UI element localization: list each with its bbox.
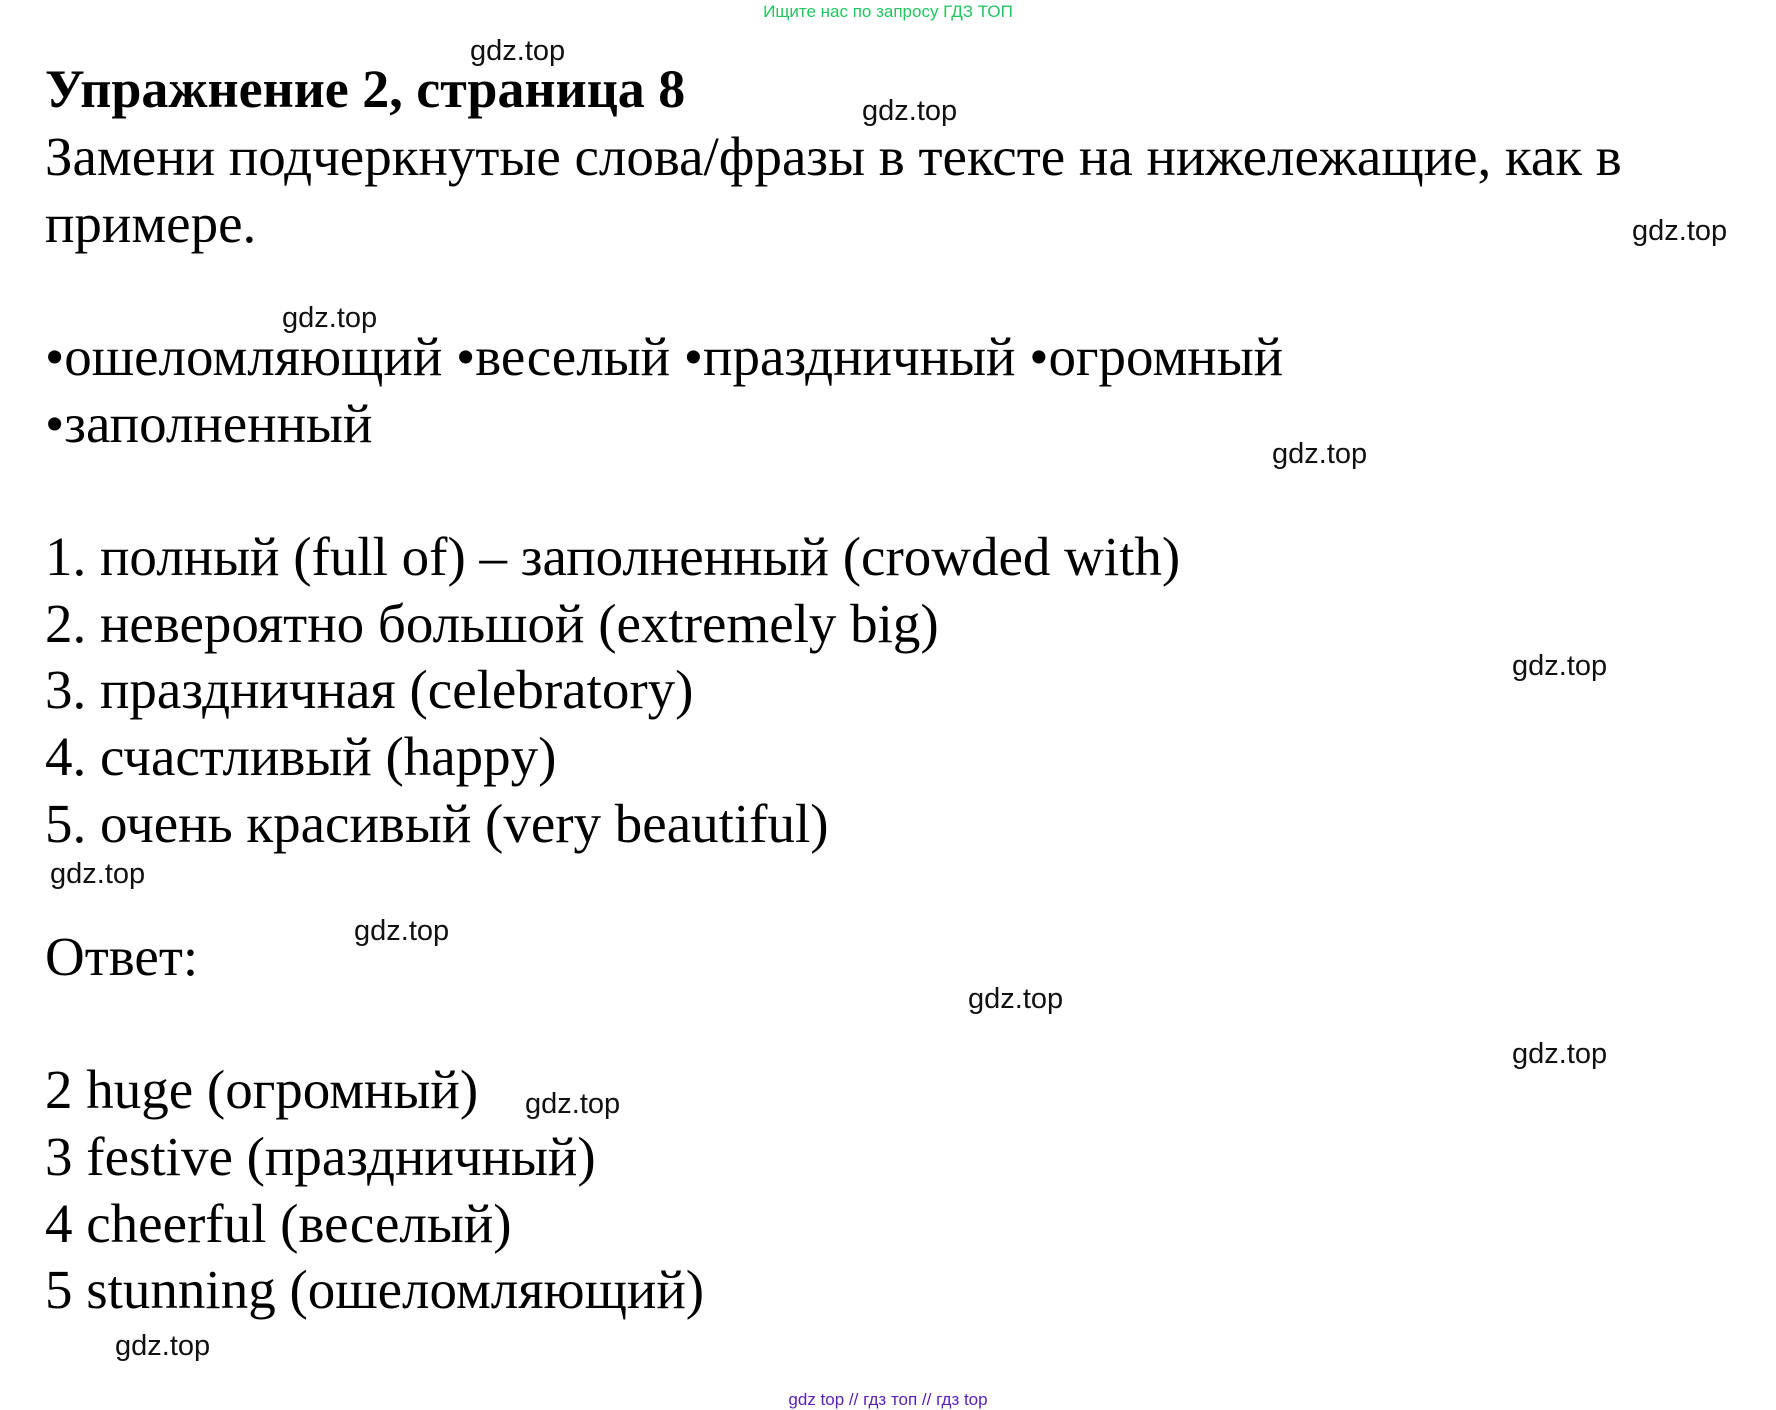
answer-line-3: 3 festive (праздничный)	[45, 1126, 596, 1187]
watermark: gdz.top	[1512, 1038, 1608, 1070]
watermark: gdz.top	[862, 95, 958, 127]
watermark: gdz.top	[1632, 215, 1728, 247]
exercise-item-1: 1. полный (full of) – заполненный (crowded with)	[45, 526, 1181, 587]
top-banner: Ищите нас по запросу ГДЗ ТОП	[763, 2, 1013, 21]
watermark: gdz.top	[1272, 438, 1368, 470]
answer-line-5: 5 stunning (ошеломляющий)	[45, 1259, 705, 1320]
answer-line-4: 4 cheerful (веселый)	[45, 1193, 512, 1254]
word-bank-line-2: •заполненный	[45, 393, 373, 454]
instruction-line-2: примере.	[45, 193, 257, 254]
watermark: gdz.top	[282, 302, 378, 334]
watermark: gdz.top	[470, 35, 566, 67]
answer-label: Ответ:	[45, 926, 199, 987]
exercise-item-4: 4. счастливый (happy)	[45, 726, 557, 787]
instruction-line-1: Замени подчеркнутые слова/фразы в тексте на нижележащие, как в	[45, 126, 1622, 187]
exercise-item-5: 5. очень красивый (very beautiful)	[45, 793, 829, 854]
watermark: gdz.top	[115, 1330, 211, 1362]
watermark: gdz.top	[525, 1088, 621, 1120]
answer-line-2: 2 huge (огромный)	[45, 1059, 479, 1120]
footer-watermark: gdz top // гдз топ // гдз top	[788, 1390, 988, 1409]
exercise-item-3: 3. праздничная (celebratory)	[45, 659, 694, 720]
page-title: Упражнение 2, страница 8	[45, 59, 686, 119]
exercise-item-2: 2. невероятно большой (extremely big)	[45, 593, 939, 654]
watermark: gdz.top	[354, 915, 450, 947]
watermark: gdz.top	[50, 858, 146, 890]
watermark: gdz.top	[968, 983, 1064, 1015]
word-bank-line-1: •ошеломляющий •веселый •праздничный •огромный	[45, 326, 1284, 387]
watermark: gdz.top	[1512, 650, 1608, 682]
